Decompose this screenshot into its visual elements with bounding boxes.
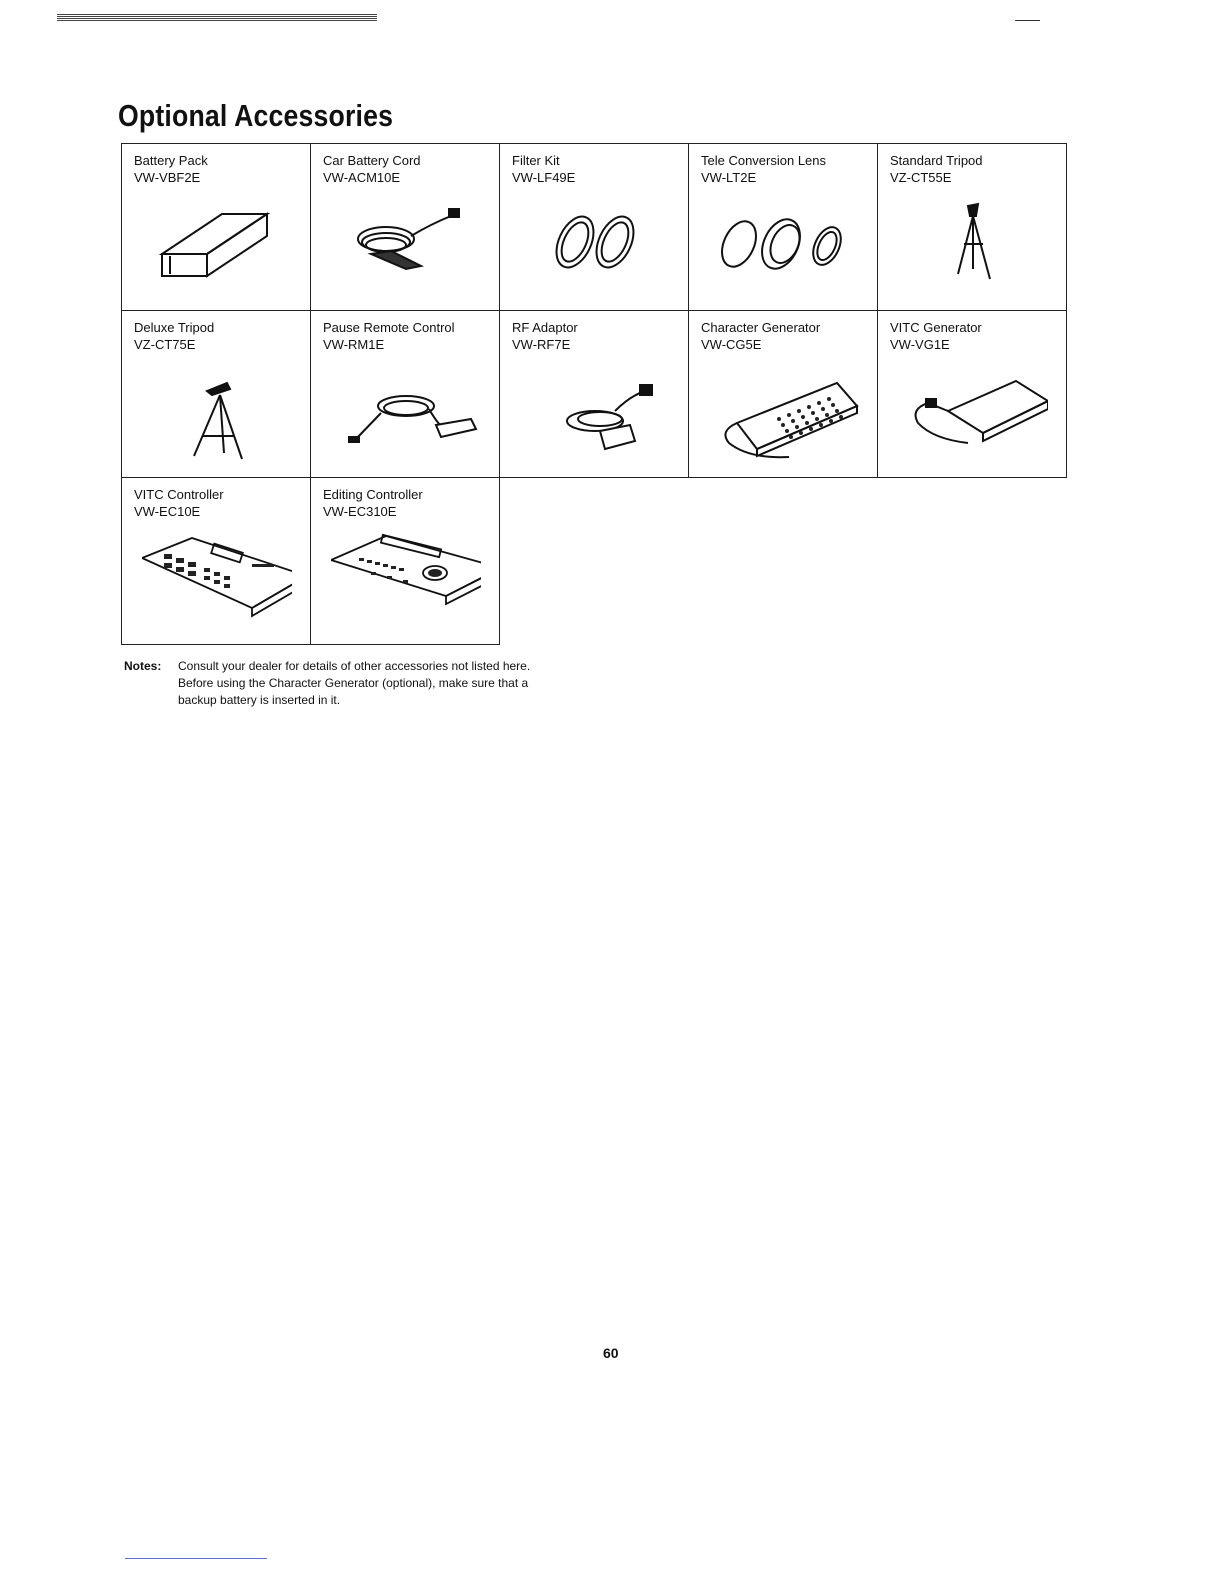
accessory-model: VW-RM1E: [323, 337, 385, 352]
notes-label: Notes:: [124, 659, 162, 673]
accessory-model: VZ-CT55E: [890, 170, 952, 185]
accessory-name: Character Generator: [701, 320, 821, 335]
notes-line: Before using the Character Generator (optional), make sure that a: [178, 676, 529, 690]
page-title: Optional Accessories: [118, 98, 394, 133]
standard-tripod-icon: [898, 194, 1048, 299]
deluxe-tripod-icon: [142, 361, 292, 466]
accessory-model: VW-LF49E: [512, 170, 576, 185]
vitc-generator-icon: [898, 361, 1048, 466]
accessory-cell: [121, 477, 311, 645]
accessory-name: VITC Generator: [890, 320, 982, 335]
accessory-name: Tele Conversion Lens: [701, 153, 827, 168]
accessory-model: VZ-CT75E: [134, 337, 196, 352]
accessory-cell: [310, 477, 500, 645]
accessory-model: VW-ACM10E: [323, 170, 401, 185]
accessory-name: Car Battery Cord: [323, 153, 421, 168]
accessory-model: VW-VBF2E: [134, 170, 201, 185]
accessory-cell: [310, 143, 500, 311]
accessories-row: [121, 310, 1075, 477]
accessory-model: VW-LT2E: [701, 170, 757, 185]
accessory-model: VW-RF7E: [512, 337, 571, 352]
accessory-cell: [877, 143, 1067, 311]
notes-line: backup battery is inserted in it.: [178, 693, 341, 707]
accessory-model: VW-VG1E: [890, 337, 950, 352]
accessory-cell: [499, 143, 689, 311]
accessory-model: VW-CG5E: [701, 337, 762, 352]
accessory-model: VW-EC10E: [134, 504, 201, 519]
accessory-cell: [310, 310, 500, 478]
car-battery-cord-icon: [331, 194, 481, 299]
accessory-name: VITC Controller: [134, 487, 224, 502]
accessory-cell: [121, 143, 311, 311]
accessories-grid: [121, 143, 1075, 644]
accessory-name: Pause Remote Control: [323, 320, 455, 335]
notes-line: Consult your dealer for details of other accessories not listed here.: [178, 659, 531, 673]
accessories-row: [121, 477, 1075, 644]
accessory-name: RF Adaptor: [512, 320, 578, 335]
scan-artifact-dash: [1015, 20, 1040, 21]
accessory-name: Battery Pack: [134, 153, 208, 168]
tele-lens-icon: [709, 194, 859, 299]
accessory-cell: [121, 310, 311, 478]
scan-artifact-lines: [57, 14, 377, 20]
accessories-row: [121, 143, 1075, 310]
accessory-model: VW-EC310E: [323, 504, 397, 519]
accessory-name: Editing Controller: [323, 487, 423, 502]
editing-controller-icon: [331, 528, 481, 633]
vitc-controller-icon: [142, 528, 292, 633]
filter-kit-icon: [520, 194, 670, 299]
character-generator-icon: [709, 361, 859, 466]
accessory-cell: [499, 310, 689, 478]
accessory-cell: [688, 143, 878, 311]
scan-artifact-bottom-line: [125, 1558, 267, 1559]
accessory-cell: [688, 310, 878, 478]
accessory-name: Filter Kit: [512, 153, 560, 168]
accessory-name: Standard Tripod: [890, 153, 983, 168]
accessory-cell: [877, 310, 1067, 478]
accessory-name: Deluxe Tripod: [134, 320, 215, 335]
rf-adaptor-icon: [520, 361, 670, 466]
page-number: 60: [603, 1345, 619, 1361]
battery-pack-icon: [142, 194, 292, 299]
pause-remote-icon: [331, 361, 481, 466]
notes-section: [124, 658, 530, 709]
